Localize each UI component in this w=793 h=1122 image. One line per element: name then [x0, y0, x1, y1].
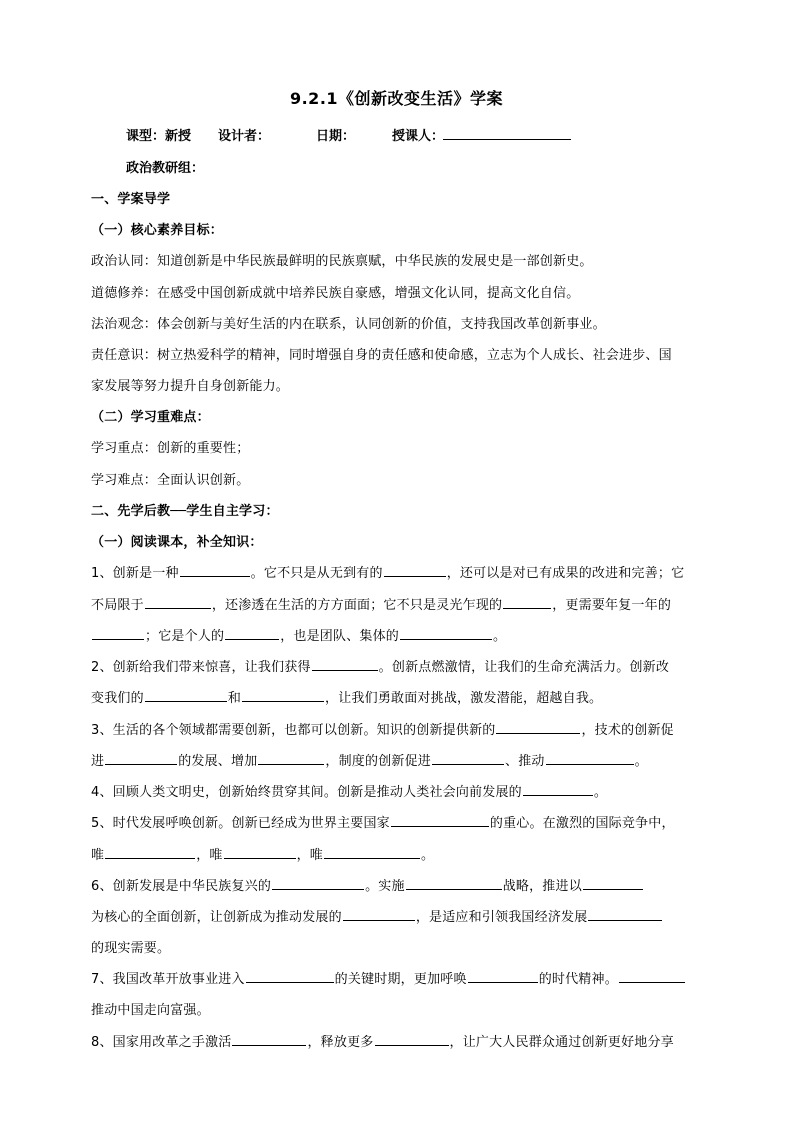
q1-text-e: ，还渗透在生活的方方面面；它不只是灵光乍现的	[211, 598, 503, 613]
q3-blank-1[interactable]	[496, 720, 580, 734]
q3-blank-5[interactable]	[546, 751, 634, 765]
q7-blank-2[interactable]	[468, 969, 538, 983]
difficult-point: 学习难点：全面认识创新。	[91, 473, 250, 488]
q1-blank-3[interactable]	[145, 595, 211, 609]
q2-blank-2[interactable]	[145, 688, 227, 702]
question-8-line-1	[91, 1031, 674, 1050]
q6-text-d: 为核心的全面创新，让创新成为推动发展的	[91, 910, 342, 925]
question-1-line-3	[91, 625, 506, 644]
q1-blank-5[interactable]	[92, 626, 144, 640]
q6-text-a: 6、创新发展是中华民族复兴的	[91, 879, 272, 894]
q8-blank-1[interactable]	[232, 1032, 306, 1046]
section-heading-1: 一、学案导学	[91, 192, 171, 207]
q2-blank-1[interactable]	[312, 657, 378, 671]
q2-blank-3[interactable]	[242, 688, 324, 702]
question-1-line-2	[91, 594, 671, 613]
group-label: 政治教研组：	[126, 161, 205, 176]
question-4	[91, 781, 607, 800]
q6-blank-4[interactable]	[343, 907, 415, 921]
question-1-line-1	[91, 562, 684, 581]
q4-text-a: 4、回顾人类文明史，创新始终贯穿其间。创新是推动人类社会向前发展的	[91, 785, 522, 800]
q8-text-c: ，让广大人民群众通过创新更好地分享	[449, 1035, 674, 1050]
q6-text-b: 。实施	[365, 879, 405, 894]
q1-text-h: ，也是团队、集体的	[280, 629, 400, 644]
subsection-key-points: （二）学习重难点：	[91, 410, 210, 425]
question-7-line-1	[91, 968, 686, 987]
subsection-reading: （一）阅读课本，补全知识：	[91, 535, 263, 550]
q7-text-c: 的时代精神。	[538, 972, 618, 987]
q3-blank-3[interactable]	[258, 751, 324, 765]
q8-blank-2[interactable]	[375, 1032, 449, 1046]
q6-text-e: ，是适应和引领我国经济发展	[415, 910, 588, 925]
course-type-label: 课型：新授	[126, 129, 192, 144]
q5-text-a: 5、时代发展呼唤创新。创新已经成为世界主要国家	[91, 816, 390, 831]
q8-text-b: ，释放更多	[307, 1035, 374, 1050]
question-5-line-1	[91, 812, 675, 831]
key-point: 学习重点：创新的重要性；	[91, 441, 250, 456]
q5-blank-3[interactable]	[224, 845, 296, 859]
q1-text-a: 1、创新是一种	[91, 566, 179, 581]
q3-text-f: 、推动	[505, 754, 545, 769]
q5-text-e: ，唯	[296, 848, 324, 863]
q1-text-f: ，更需要年复一年的	[552, 598, 672, 613]
question-2-line-1	[91, 656, 669, 675]
q5-blank-4[interactable]	[324, 845, 420, 859]
q2-text-d: 和	[227, 691, 242, 706]
q2-text-c: 变我们的	[91, 691, 144, 706]
q2-text-b: 。创新点燃激情，让我们的生命充满活力。创新改	[378, 660, 670, 675]
q1-text-d: 不局限于	[91, 598, 144, 613]
q5-blank-1[interactable]	[391, 813, 489, 827]
q1-blank-6[interactable]	[225, 626, 279, 640]
q3-text-b: ，技术的创新促	[581, 723, 674, 738]
goal-responsibility-1: 责任意识：树立热爱科学的精神，同时增强自身的责任感和使命感，立志为个人成长、社会进步、国	[91, 348, 672, 363]
date-label: 日期：	[316, 129, 356, 144]
section-heading-2: 二、先学后教──学生自主学习：	[91, 504, 279, 519]
question-6-line-3: 的现实需要。	[91, 941, 171, 956]
q3-text-a: 3、生活的各个领域都需要创新，也都可以创新。知识的创新提供新的	[91, 723, 496, 738]
q2-text-a: 2、创新给我们带来惊喜，让我们获得	[91, 660, 311, 675]
question-3-line-1	[91, 719, 674, 738]
q1-blank-1[interactable]	[180, 563, 250, 577]
q5-text-d: ，唯	[196, 848, 223, 863]
q3-blank-4[interactable]	[432, 751, 504, 765]
q6-blank-3[interactable]	[583, 876, 643, 890]
question-7-line-2: 推动中国走向富强。	[91, 1003, 210, 1018]
q4-text-b: 。	[593, 785, 608, 800]
q8-text-a: 8、国家用改革之手激活	[91, 1035, 232, 1050]
q7-text-b: 的关键时期，更加呼唤	[334, 972, 467, 987]
q7-blank-3[interactable]	[619, 969, 685, 983]
q3-blank-2[interactable]	[105, 751, 177, 765]
goal-political: 政治认同：知道创新是中华民族最鲜明的民族禀赋，中华民族的发展史是一部创新史。	[91, 254, 593, 269]
q6-blank-1[interactable]	[272, 876, 364, 890]
q7-text-a: 7、我国改革开放事业进入	[91, 972, 245, 987]
question-2-line-2	[91, 687, 602, 706]
teacher-blank	[443, 126, 571, 140]
q1-text-g: ；它是个人的	[145, 629, 225, 644]
q1-text-c: ，还可以是对已有成果的改进和完善；它	[446, 566, 685, 581]
q1-blank-2[interactable]	[384, 563, 446, 577]
q6-blank-2[interactable]	[406, 876, 502, 890]
document-title: 9.2.1《创新改变生活》学案	[289, 89, 504, 108]
q3-text-g: 。	[634, 754, 648, 769]
teacher-label: 授课人：	[392, 129, 445, 144]
q1-blank-4[interactable]	[503, 595, 551, 609]
goal-moral: 道德修养：在感受中国创新成就中培养民族自豪感，增强文化认同，提高文化自信。	[91, 286, 580, 301]
q5-blank-2[interactable]	[105, 845, 195, 859]
goal-law: 法治观念：体会创新与美好生活的内在联系，认同创新的价值，支持我国改革创新事业。	[91, 317, 606, 332]
q3-text-c: 进	[91, 754, 105, 769]
q5-text-c: 唯	[91, 848, 105, 863]
question-6-line-2	[91, 906, 663, 925]
q6-blank-5[interactable]	[588, 907, 662, 921]
q5-text-b: 的重心。在激烈的国际竞争中，	[489, 816, 675, 831]
q7-blank-1[interactable]	[246, 969, 334, 983]
q1-text-i: 。	[493, 629, 507, 644]
goal-responsibility-2: 家发展等努力提升自身创新能力。	[91, 379, 290, 394]
question-3-line-2	[91, 750, 648, 769]
designer-label: 设计者：	[218, 129, 271, 144]
q1-text-b: 。它不只是从无到有的	[250, 566, 383, 581]
q3-text-e: ，制度的创新促进	[325, 754, 432, 769]
subsection-goals: （一）核心素养目标：	[91, 223, 224, 238]
question-6-line-1	[91, 875, 644, 894]
q6-text-c: 战略，推进以	[502, 879, 582, 894]
question-5-line-2	[91, 844, 434, 863]
q3-text-d: 的发展、增加	[178, 754, 258, 769]
q2-text-e: ，让我们勇敢面对挑战，激发潜能，超越自我。	[325, 691, 603, 706]
q4-blank-1[interactable]	[523, 782, 593, 796]
q5-text-f: 。	[421, 848, 435, 863]
q1-blank-7[interactable]	[400, 626, 492, 640]
